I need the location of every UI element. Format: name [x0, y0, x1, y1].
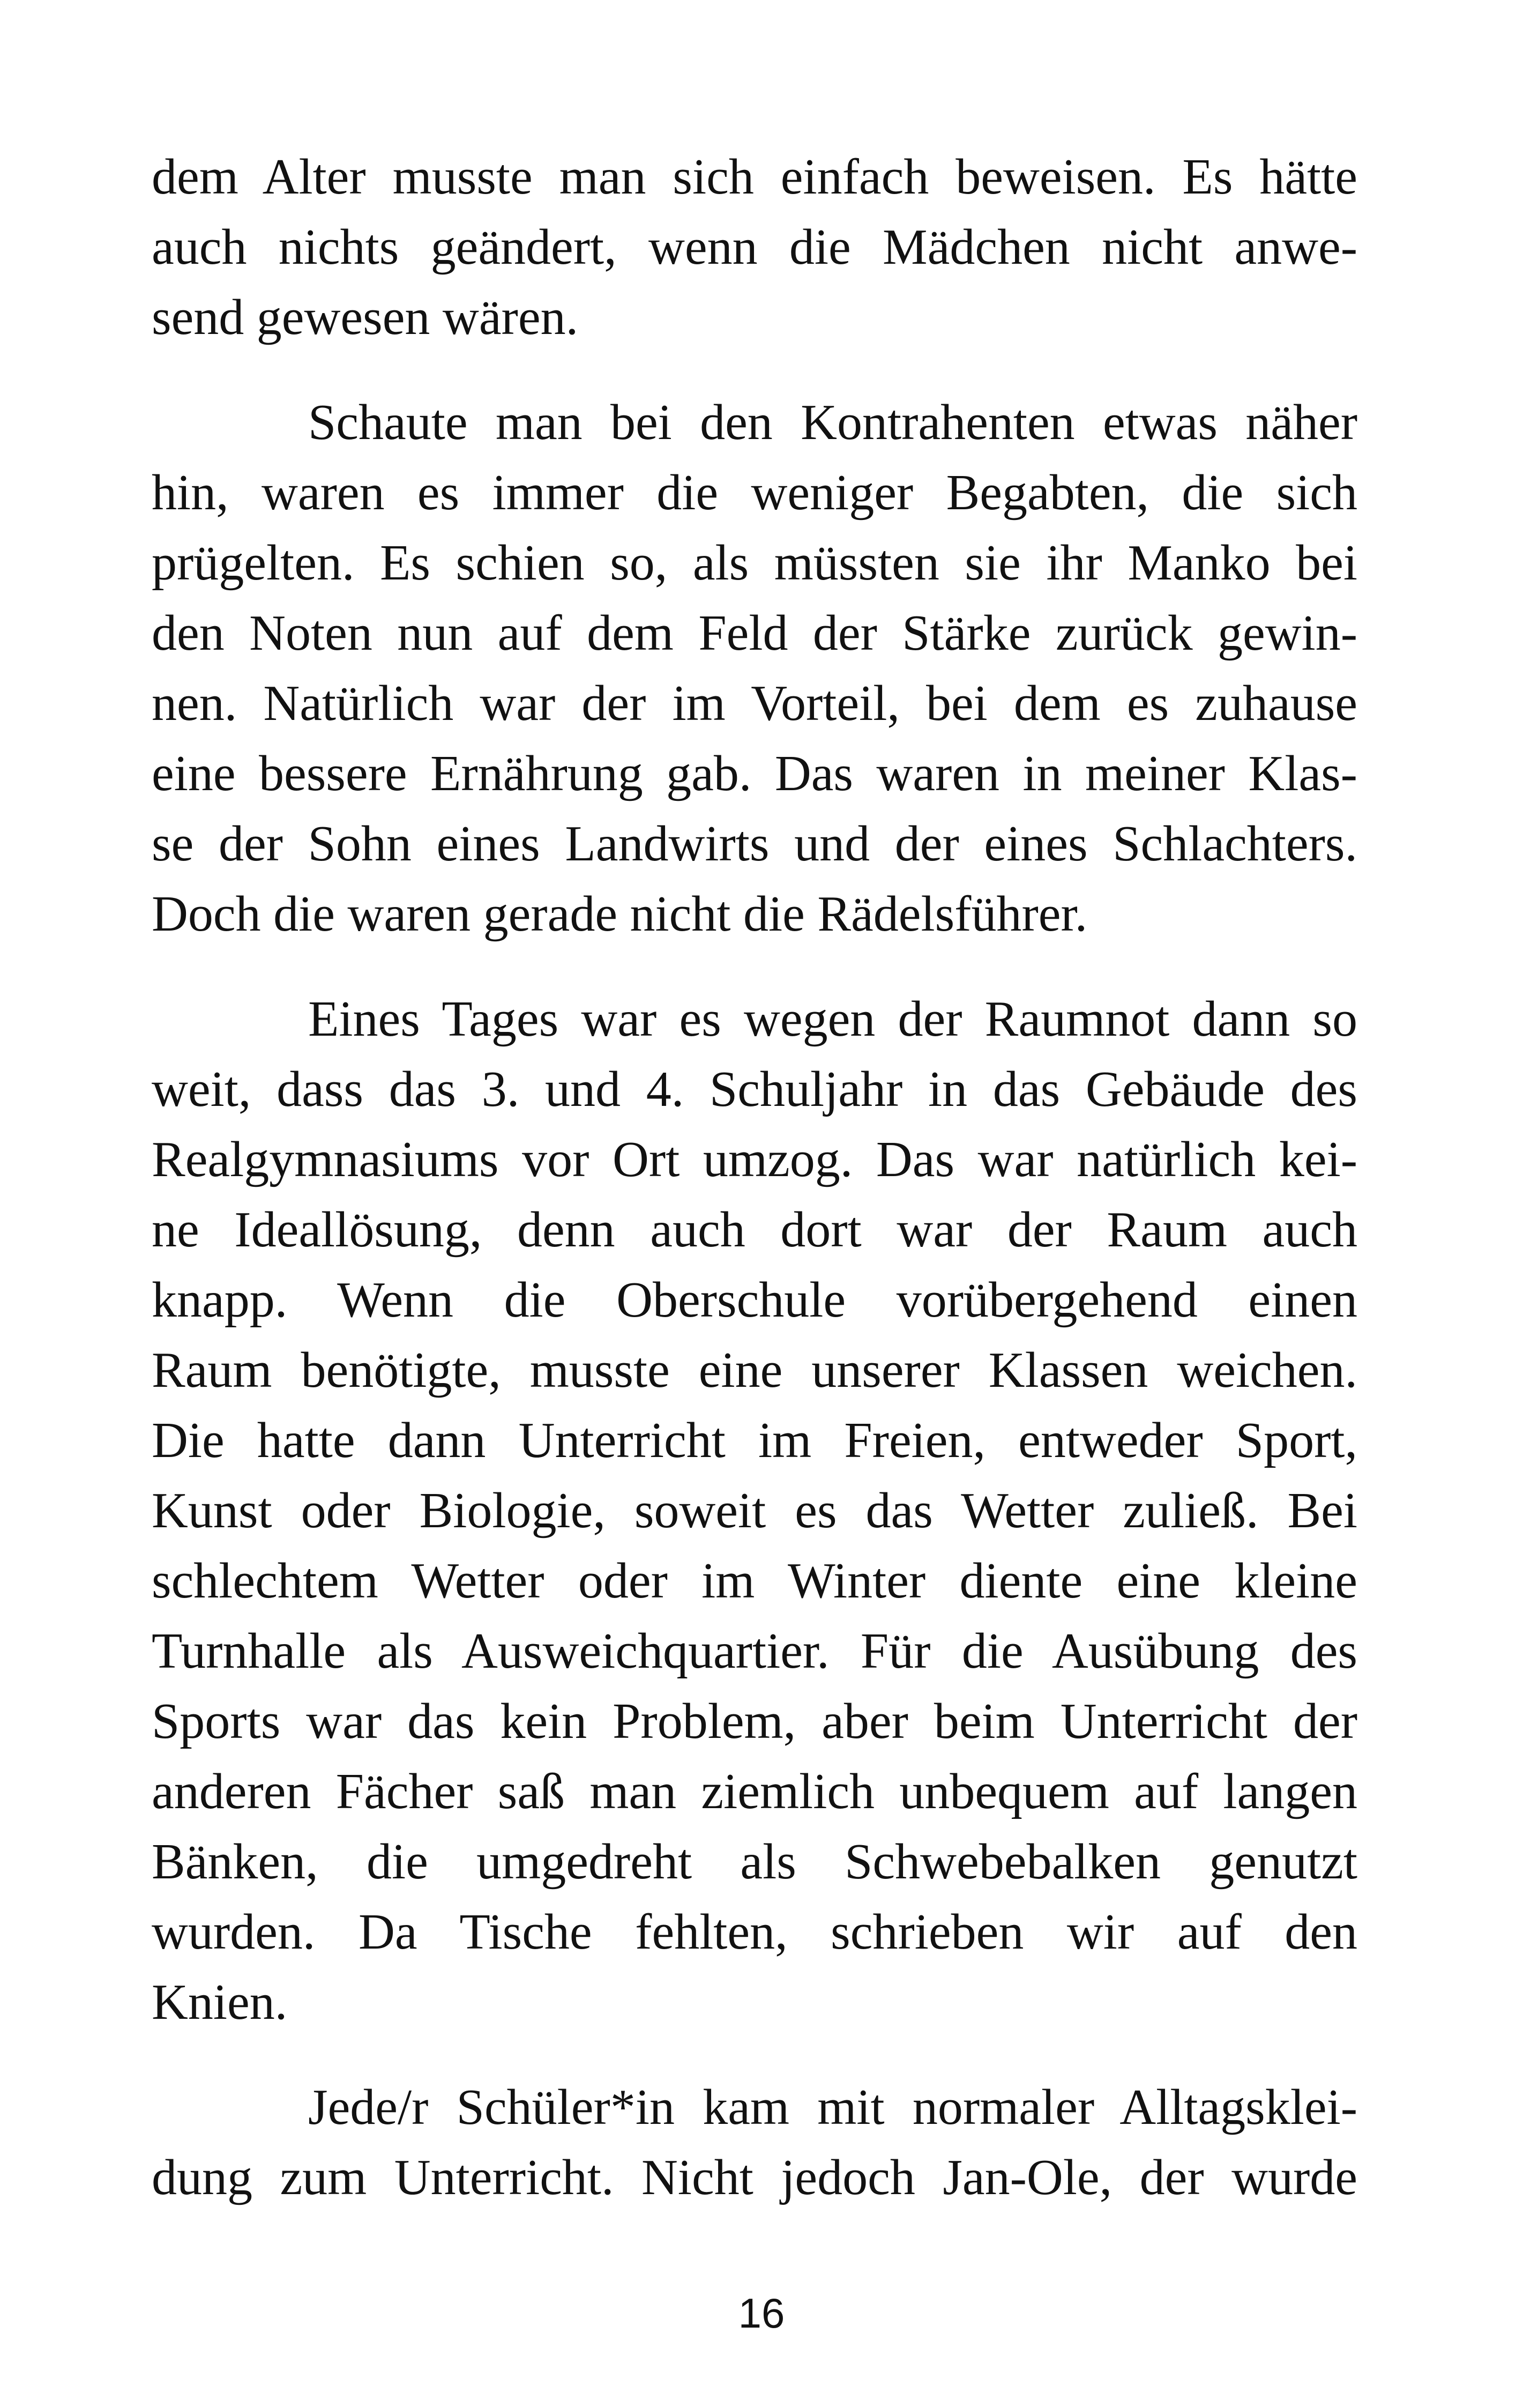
paragraph-gap — [152, 353, 1357, 388]
page-number: 16 — [738, 2290, 785, 2337]
text-line: eine bessere Ernährung gab. Das waren in meiner Klas- — [152, 746, 1357, 801]
text-line: wurden. Da Tische fehlten, schrieben wir auf den — [152, 1904, 1357, 1960]
paragraph-gap — [152, 949, 1357, 984]
paragraph-1 — [152, 142, 1357, 353]
text-line: weit, dass das 3. und 4. Schuljahr in das Gebäude des — [152, 1061, 1357, 1117]
text-line: prügelten. Es schien so, als müssten sie ihr Manko bei — [152, 535, 1357, 591]
text-line: Turnhalle als Ausweichquartier. Für die Ausübung des — [152, 1623, 1357, 1679]
paragraph-3 — [152, 984, 1357, 2038]
text-line: Raum benötigte, musste eine unserer Klassen weichen. — [152, 1342, 1357, 1398]
text-line: schlechtem Wetter oder im Winter diente eine kleine — [152, 1553, 1357, 1609]
text-line: Eines Tages war es wegen der Raumnot dann so — [308, 991, 1357, 1047]
text-line: ne Ideallösung, denn auch dort war der Raum auch — [152, 1202, 1357, 1258]
text-line: se der Sohn eines Landwirts und der eines Schlachters. — [152, 816, 1357, 872]
text-line: Knien. — [152, 1974, 288, 2030]
text-line: auch nichts geändert, wenn die Mädchen nicht anwe- — [152, 219, 1357, 275]
text-line: Doch die waren gerade nicht die Rädelsführer. — [152, 886, 1088, 942]
text-line: nen. Natürlich war der im Vorteil, bei dem es zuhause — [152, 675, 1357, 731]
paragraph-2 — [152, 388, 1357, 949]
paragraph-4 — [152, 2072, 1357, 2213]
text-line: Bänken, die umgedreht als Schwebebalken genutzt — [152, 1834, 1357, 1890]
text-line: dem Alter musste man sich einfach beweisen. Es hätte — [152, 149, 1357, 205]
text-line: Die hatte dann Unterricht im Freien, entweder Sport, — [152, 1413, 1357, 1468]
text-line: send gewesen wären. — [152, 289, 579, 345]
text-line: anderen Fächer saß man ziemlich unbequem auf langen — [152, 1764, 1357, 1819]
text-line: den Noten nun auf dem Feld der Stärke zurück gewin- — [152, 605, 1357, 661]
text-line: Sports war das kein Problem, aber beim Unterricht der — [152, 1693, 1357, 1749]
text-line: Schaute man bei den Kontrahenten etwas näher — [308, 395, 1357, 450]
text-line: dung zum Unterricht. Nicht jedoch Jan-Ole, der wurde — [152, 2150, 1357, 2205]
page-body — [152, 142, 1357, 2213]
text-line: knapp. Wenn die Oberschule vorübergehend einen — [152, 1272, 1357, 1328]
text-line: Kunst oder Biologie, soweit es das Wetter zuließ. Bei — [152, 1483, 1357, 1539]
paragraph-gap — [152, 2038, 1357, 2072]
text-line: Jede/r Schüler*in kam mit normaler Alltagsklei- — [308, 2079, 1357, 2135]
text-line: hin, waren es immer die weniger Begabten, die sich — [152, 465, 1357, 521]
text-line: Realgymnasiums vor Ort umzog. Das war natürlich kei- — [152, 1132, 1357, 1187]
